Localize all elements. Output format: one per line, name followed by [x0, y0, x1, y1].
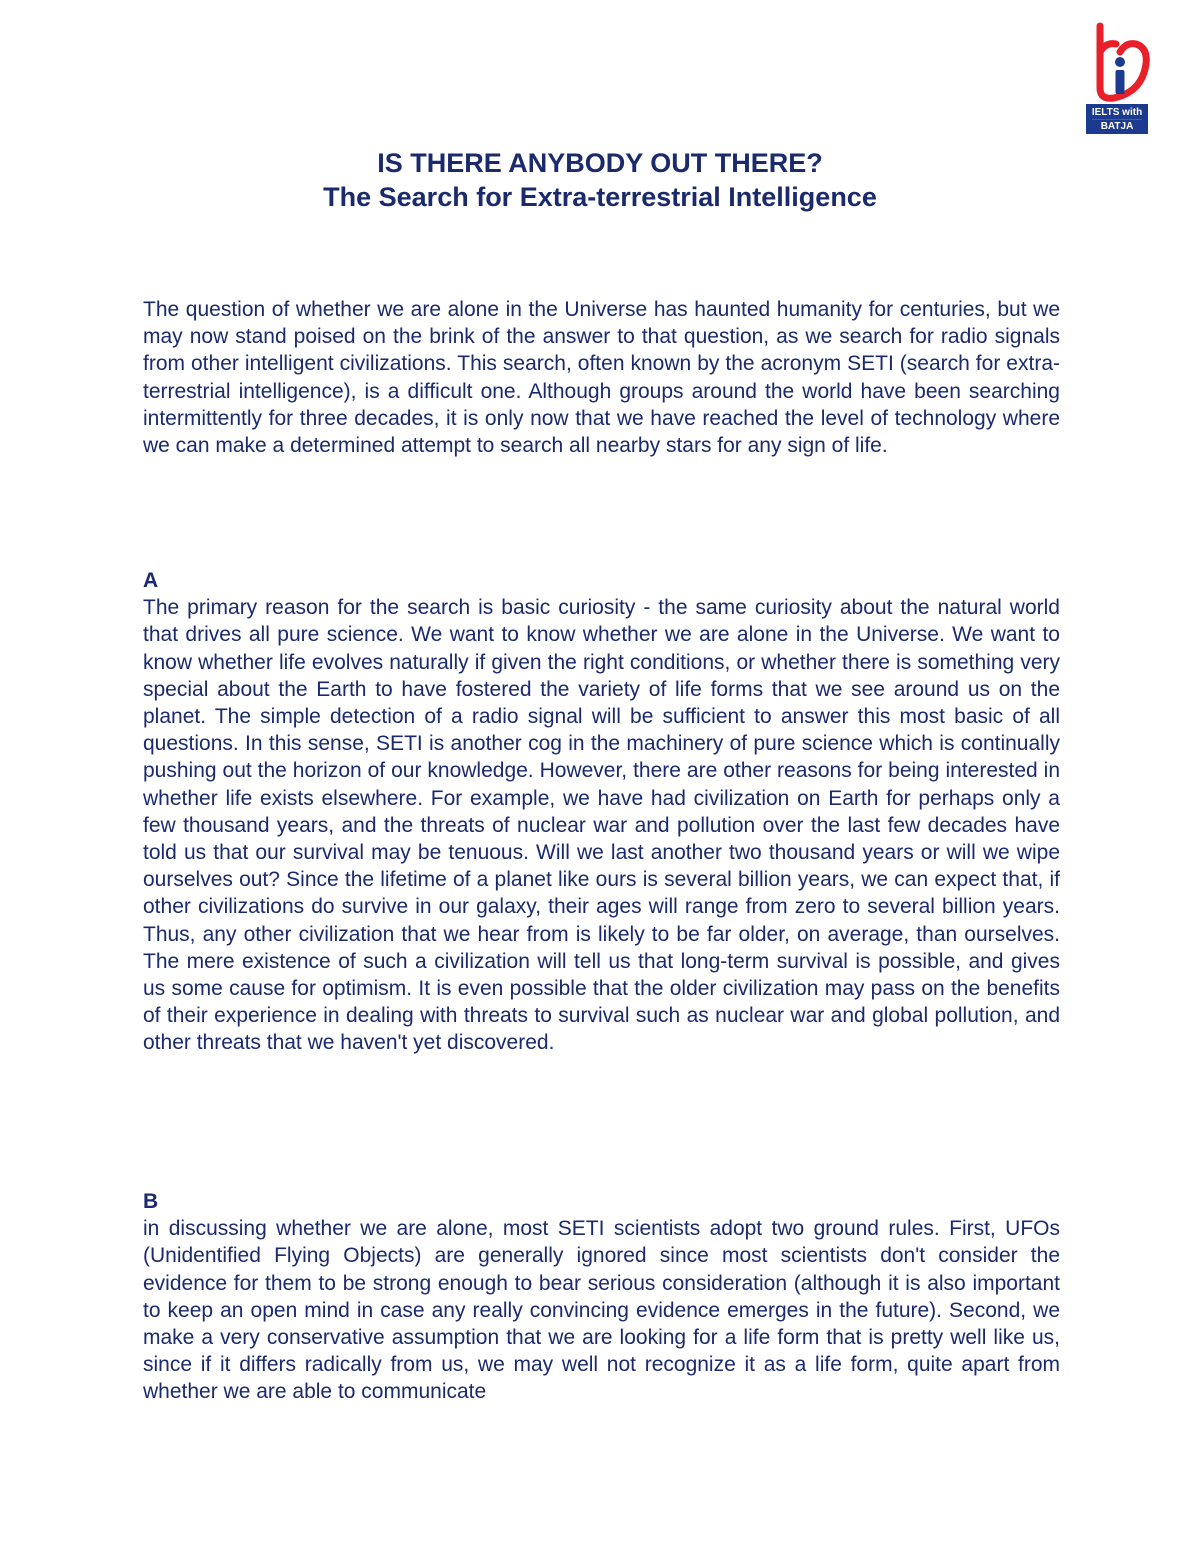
- intro-paragraph-container: [143, 296, 1060, 459]
- title-block: [0, 146, 1200, 214]
- section-b-letter: B: [143, 1190, 159, 1213]
- section-a-text: The primary reason for the search is basic curiosity - the same curiosity about the natural world that drives all pure science. We want to know whether we are alone in the Universe. We want to know whether life evolves naturally if given the right conditions, or whether there is something very special about the Earth to have fostered the variety of life forms that we see around us on the planet. The simple detection of a radio signal will be sufficient to answer this most basic of all questions. In this sense, SETI is another cog in the machinery of pure science which is continually pushing out the horizon of our knowledge. However, there are other reasons for being interested in whether life exists elsewhere. For example, we have had civilization on Earth for perhaps only a few thousand years, and the threats of nuclear war and pollution over the last few decades have told us that our survival may be tenuous. Will we last another two thousand years or will we wipe ourselves out? Since the lifetime of a planet like ours is several billion years, we can expect that, if other civilizations do survive in our galaxy, their ages will range from zero to several billion years. Thus, any other civilization that we hear from is likely to be far older, on average, than ourselves. The mere existence of such a civilization will tell us that long-term survival is possible, and gives us some cause for optimism. It is even possible that the older civilization may pass on the benefits of their experience in dealing with threats to survival such as nuclear war and global pollution, and other threats that we haven't yet discovered.: [143, 596, 1060, 1055]
- logo-mark-icon: [1086, 22, 1150, 106]
- section-a: [143, 567, 1060, 1057]
- section-b-text: in discussing whether we are alone, most SETI scientists adopt two ground rules. First, UFOs (Unidentified Flying Objects) are generally ignored since most scientists don't consider the evidence for them to be strong enough to bear serious consideration (although it is also important to keep an open mind in case any really convincing evidence emerges in the future). Second, we make a very conservative assumption that we are looking for a life form that is pretty well like us, since if it differs radically from us, we may well not recognize it as a life form, quite apart from whether we are able to communicate: [143, 1217, 1060, 1404]
- page-subtitle: The Search for Extra-terrestrial Intelligence: [323, 182, 877, 212]
- intro-paragraph: The question of whether we are alone in the Universe has haunted humanity for centuries, but we may now stand poised on the brink of the answer to that question, as we search for radio signals from other intelligent civilizations. This search, often known by the acronym SETI (search for extra-terrestrial intelligence), is a difficult one. Although groups around the world have been searching intermittently for three decades, it is only now that we have reached the level of technology where we can make a determined attempt to search all nearby stars for any sign of life.: [143, 298, 1060, 458]
- logo-text-line1: IELTS with: [1091, 107, 1143, 118]
- logo-text-line2: BATJA: [1092, 119, 1142, 133]
- logo-band: [1086, 104, 1148, 134]
- section-b: [143, 1188, 1060, 1406]
- section-a-letter: A: [143, 569, 159, 592]
- brand-logo: [1086, 22, 1150, 134]
- page-title: IS THERE ANYBODY OUT THERE?: [377, 148, 823, 178]
